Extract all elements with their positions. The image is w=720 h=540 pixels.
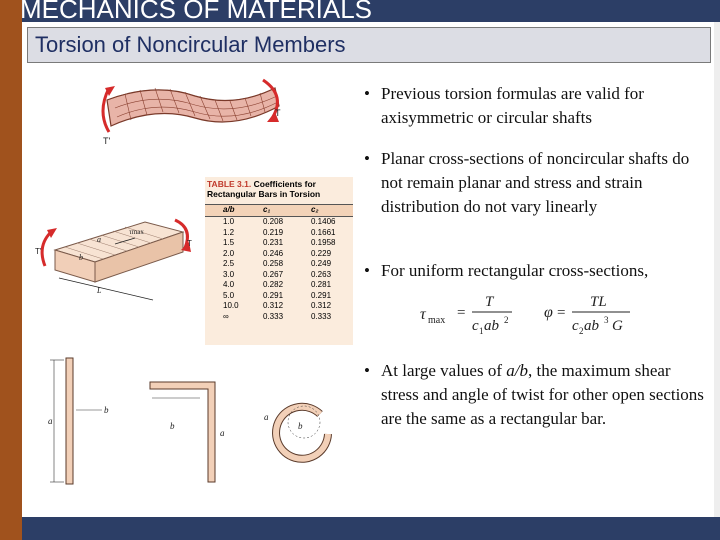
split-tube-section <box>264 406 328 459</box>
bullet-text: Previous torsion formulas are valid for axisymmetric or circular shafts <box>381 84 644 127</box>
bullet-text: For uniform rectangular cross-sections, <box>381 261 649 280</box>
table-row <box>205 270 353 281</box>
dim-b-label-tube: b <box>298 421 303 431</box>
table-cell: 0.246 <box>263 248 284 258</box>
subtitle-box <box>27 27 711 63</box>
table-number: TABLE 3.1. <box>207 179 252 189</box>
table-cell: 5.0 <box>223 290 235 300</box>
table-row <box>205 217 353 228</box>
torsion-formula <box>420 290 640 340</box>
dim-b-label-strip: b <box>104 405 109 415</box>
table-body <box>205 217 353 322</box>
table-cell: 0.312 <box>311 301 332 310</box>
right-edge <box>714 22 720 517</box>
torque-label-left: T' <box>103 136 111 146</box>
formula-eq2: = <box>557 305 566 321</box>
torque-label-right: T <box>275 108 281 118</box>
open-sections-figure <box>40 352 360 492</box>
table-cell: 0.291 <box>263 290 284 300</box>
table-cell: 3.0 <box>223 269 235 279</box>
formula-den1-c-sub: 1 <box>479 326 484 336</box>
bullet-item: • For uniform rectangular cross-sections, <box>364 261 649 280</box>
table-row <box>205 238 353 249</box>
formula-den1-c: c <box>472 318 479 334</box>
table-cell: 0.312 <box>263 301 284 310</box>
formula-num1: T <box>485 294 494 310</box>
table-cell: 0.249 <box>311 259 332 268</box>
slide-subtitle: Torsion of Noncircular Members <box>35 32 346 57</box>
formula-den2-c: c <box>572 318 579 334</box>
formula-phi: φ <box>544 304 553 321</box>
table-cell: 0.219 <box>263 227 284 237</box>
torque-label-block-left: T' <box>35 247 42 256</box>
table-header-c1: c₁ <box>263 205 271 214</box>
table-cell: 2.5 <box>223 259 235 268</box>
table-header-row <box>205 204 353 217</box>
bullet-text-pre: At large values of <box>381 361 507 380</box>
table-cell: 0.267 <box>263 269 284 279</box>
table-cell: 0.333 <box>311 311 332 321</box>
table-cell: 0.263 <box>311 269 332 279</box>
table-cell: 0.1406 <box>311 217 336 226</box>
table-header-c2: c₂ <box>311 205 319 214</box>
table-cell: 1.0 <box>223 217 235 226</box>
table-cell: 0.1958 <box>311 238 336 247</box>
table-cell: 0.231 <box>263 238 284 247</box>
table-cell: 0.229 <box>311 248 332 258</box>
formula-den2-sup: 3 <box>604 315 609 325</box>
table-cell: 1.5 <box>223 238 235 247</box>
formula-den2-c-sub: 2 <box>579 326 584 336</box>
torque-label-block-right: T <box>187 239 192 248</box>
formula-den1-sup: 2 <box>504 315 509 325</box>
bullet-item: • Previous torsion formulas are valid for axisymmetric or circular shafts <box>364 84 644 127</box>
formula-num2: TL <box>590 294 607 310</box>
table-cell: 4.0 <box>223 280 235 289</box>
formula-den2-g: G <box>612 318 623 334</box>
dim-L-label: L <box>97 286 102 295</box>
table-cell: 10.0 <box>223 301 239 310</box>
torque-arrow-block-left-icon <box>42 232 51 266</box>
dim-b-label-angle: b <box>170 421 175 431</box>
table-cell: 0.282 <box>263 280 284 289</box>
twisted-bar <box>107 88 279 126</box>
formula-den2-rest: ab <box>584 318 599 334</box>
table-cell: 0.258 <box>263 259 284 268</box>
coefficients-table <box>205 177 353 345</box>
formula-eq1: = <box>457 305 466 321</box>
table-title-line1: Coefficients for <box>253 179 316 189</box>
dim-a-label-angle: a <box>220 428 225 438</box>
header-title: MECHANICS OF MATERIALS <box>20 0 373 24</box>
table-row <box>205 249 353 260</box>
table-cell: 0.291 <box>311 290 332 300</box>
table-cell: 0.333 <box>263 311 284 321</box>
dim-b-label-block: b <box>79 253 83 262</box>
left-accent-bar <box>0 0 22 540</box>
table-cell: ∞ <box>223 311 229 321</box>
table-cell: 1.2 <box>223 227 235 237</box>
bullet-item: • Planar cross-sections of noncircular shafts do not remain planar and stress and strain distribution do not vary linearly <box>364 149 690 216</box>
rectangular-bar-figure <box>35 210 200 305</box>
dim-a-label-block: a <box>97 235 101 244</box>
table-title <box>207 179 320 199</box>
table-title-line2: Rectangular Bars in Torsion <box>207 189 321 199</box>
table-header-ab: a/b <box>223 205 235 214</box>
table-row <box>205 312 353 323</box>
bullet-text: Planar cross-sections of noncircular shafts do not remain planar and stress and strain distribution do not vary linearly <box>381 149 690 216</box>
table-row <box>205 280 353 291</box>
table-cell: 2.0 <box>223 248 235 258</box>
formula-den1-rest: ab <box>484 318 499 334</box>
bullet-text-post: , the maximum shear stress and angle of twist for other open sections are the same as a rectangular bar. <box>381 361 704 428</box>
table-cell: 0.208 <box>263 217 284 226</box>
thin-strip-section <box>48 358 109 484</box>
dim-a-label-strip: a <box>48 416 53 426</box>
formula-tau-sub: max <box>428 315 446 326</box>
formula-tau: τ <box>420 306 426 323</box>
twisted-bar-figure <box>95 72 295 152</box>
table-row <box>205 301 353 312</box>
table-row <box>205 291 353 302</box>
bullet-text-em: a/b <box>506 361 528 380</box>
table-cell: 0.1661 <box>311 227 336 237</box>
dim-a-label-tube: a <box>264 412 269 422</box>
angle-section <box>150 382 225 482</box>
table-cell: 0.281 <box>311 280 332 289</box>
table-row <box>205 259 353 270</box>
table-row <box>205 228 353 239</box>
footer-bar <box>22 517 720 540</box>
bullet-item: • At large values of a/b, the maximum shear stress and angle of twist for other open sections are the same as a rectangular bar. <box>364 361 704 428</box>
tau-max-label: τmax <box>129 228 144 236</box>
